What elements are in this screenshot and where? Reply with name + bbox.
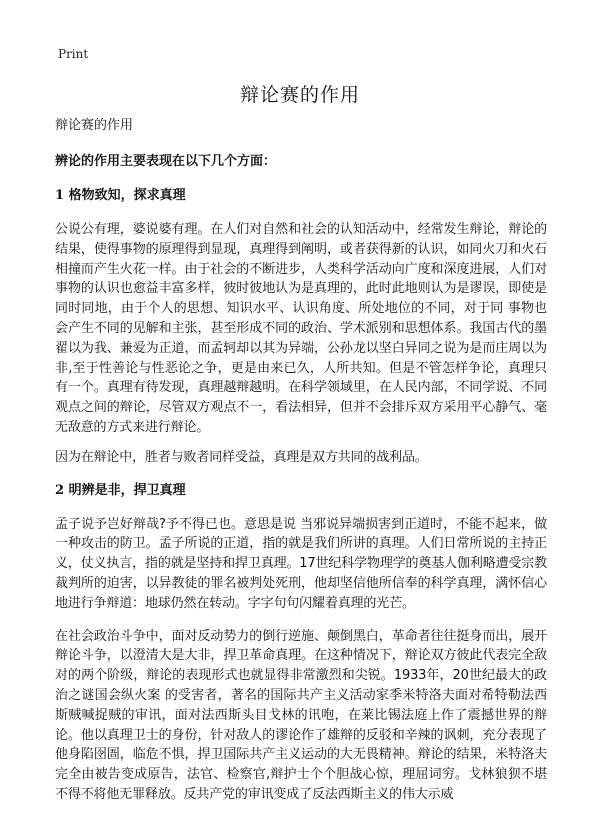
- section-1-paragraph-2: 因为在辩论中，胜者与败者同样受益，真理是双方共同的战利品。: [55, 449, 428, 465]
- print-link[interactable]: Print: [58, 47, 89, 61]
- section-2-paragraph-2: 在社会政治斗争中，面对反动势力的倒行逆施、颠倒黑白，革命者往往挺身而出，展开辩论斗争，以澄清大是大非，捍卫革命真理。在这种情况下，辩论双方彼此代表完全敌对的两个阶级，辩论的表现形式也就显得非常激烈和尖锐。1933年，20世纪最大的政治之谜国会纵火案 的受害者，著名的国际共产主义活动家季米特洛夫面对希特勒法西斯贼喊捉贼的审讯，面对法西斯头目戈林的讯咆，在莱比锡法庭上作了震撼世界的辩论。他以真理卫士的身份，针对敌人的谬论作了雄辩的反驳和辛辣的讽刺，充分表现了他身陷囹圄，临危不惧，捍卫国际共产主义运动的大无畏精神。辩论的结果，米特洛夫完全由被告变成原告，法官、检察官,辩护士个个胆战心惊，理屈词穷。戈林狼狈不堪 不得不将他无罪释放。反共产党的审讯变成了反法西斯主义的伟大示威: [55, 628, 547, 802]
- lead-sentence: 辨论的作用主要表现在以下几个方面：: [55, 154, 277, 169]
- section-heading-2: 2 明辨是非，捍卫真理: [55, 482, 186, 498]
- page-title: 辩论赛的作用: [239, 84, 360, 106]
- section-heading-1: 1 格物致知，探求真理: [55, 188, 186, 203]
- article-body: [55, 116, 547, 815]
- section-1-paragraph-1: 公说公有理，婆说婆有理。在人们对自然和社会的认知活动中，经常发生辩论，辩论的结果，使得事物的原理得到显现，真理得到阐明，或者获得新的认识，如同火刀和火石相撞而产生火花一样。由于社会的不断进步，人类科学活动向广度和深度进展，人们对事物的认识也愈益丰富多样，彼时彼地认为是真理的，此时此地则认为是谬误，即使是同时同地，由于个人的思想、知识水平、认识角度、所处地位的不同，对于同 事物也会产生不同的见解和主张，甚至形成不同的政治、学术派别和思想体系。我国古代的墨翟以为我、兼爱为正道，而孟轲却以其为异端，公孙龙以坚白异同之说为是而庄周以为非,至于性善论与性恶论之争，更是由来已久，人所共知。但是不管怎样争论，真理只有一个。真理有待发现，真理越辩越明。在科学领域里，在人民内部，不同学说、不同观点之间的辩论，尽管双方观点不一，看法相异，但并不会排斥双方采用平心静气、毫无敌意的方式来进行辩论。: [55, 222, 547, 435]
- article-subtitle: 辩论赛的作用: [55, 118, 134, 133]
- section-2-paragraph-1: 孟子说予岂好辩哉?予不得已也。意思是说 当邪说异端损害到正道时，不能不起来，做一种攻击的防卫。孟子所说的正道，指的就是我们所讲的真理。人们日常所说的主持正义，仗义执言，指的就是坚持和捍卫真理。17世纪科学物理学的奠基人伽利略遭受宗教裁判所的迫害，以异教徒的罪名被判处死刑，他却坚信他所信奉的科学真理，满怀信心地进行争辩道：地球仍然在转动。字字句句闪耀着真理的光芒。: [55, 516, 547, 611]
